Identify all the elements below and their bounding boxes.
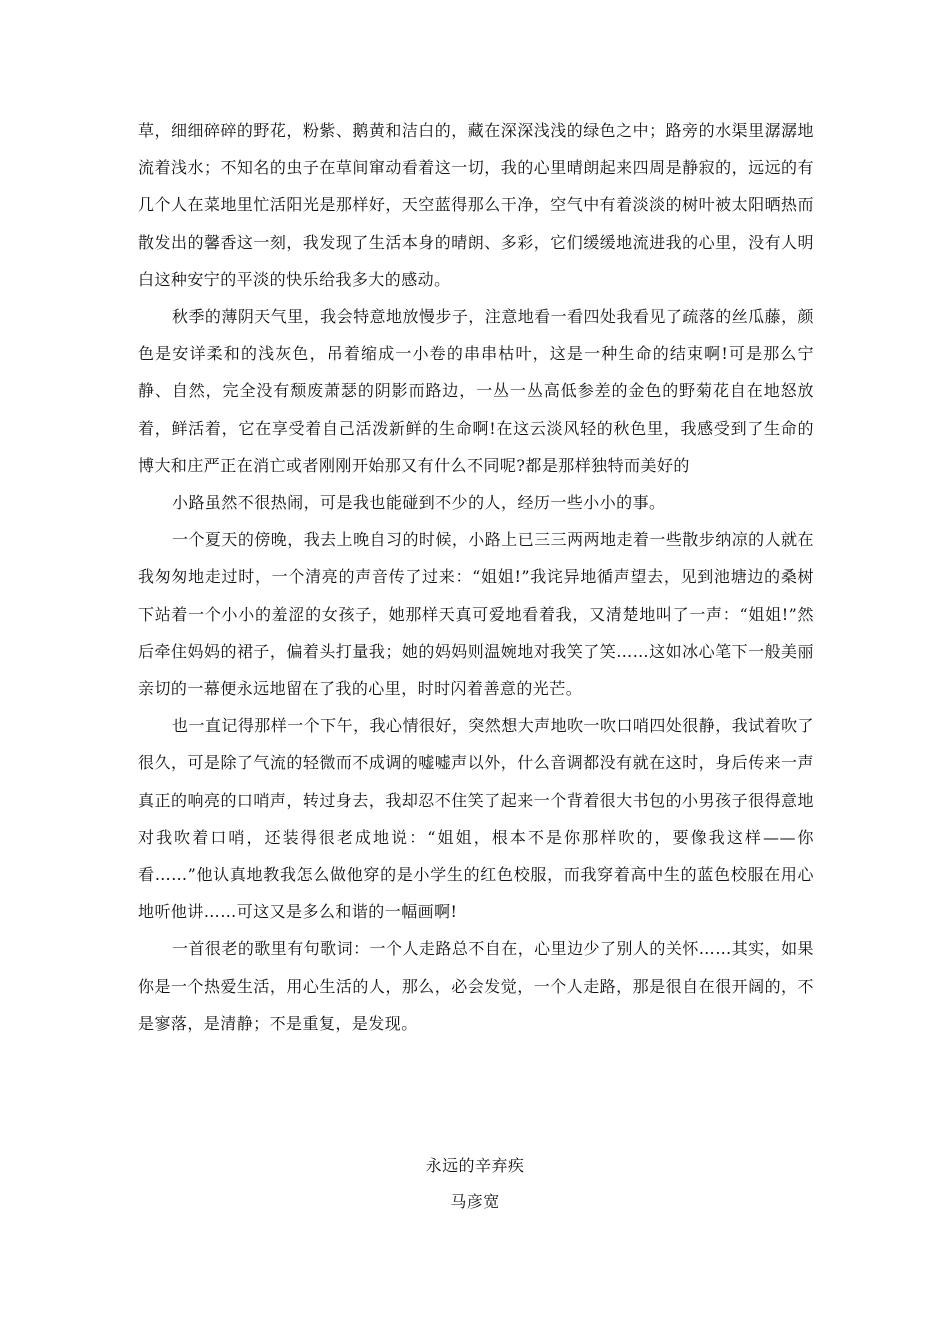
- paragraph: 也一直记得那样一个下午，我心情很好，突然想大声地吹一吹口哨四处很静，我试着吹了很久，可是除了气流的轻微而不成调的嘘嘘声以外，什么音调都没有就在这时，身后传来一声真正的响亮的口哨声，转过身去，我却忍不住笑了起来一个背着很大书包的小男孩子很得意地对我吹着口哨，还装得很老成地说：“姐姐，根本不是你那样吹的，要像我这样——你看……”他认真地教我怎么做他穿的是小学生的红色校服，而我穿着高中生的蓝色校服在用心地听他讲……可这又是多么和谐的一幅画啊!: [138, 716, 814, 922]
- paragraph: 一首很老的歌里有句歌词：一个人走路总不自在，心里边少了别人的关怀……其实，如果你是一个热爱生活，用心生活的人，那么，必会发觉，一个人走路，那是很自在很开阔的，不是寥落，是清静；不是重复，是发现。: [138, 939, 814, 1033]
- article-title: 永远的辛弃疾: [425, 1156, 525, 1175]
- paragraph: 秋季的薄阴天气里，我会特意地放慢步子，注意地看一看四处我看见了疏落的丝瓜藤，颜色是安详柔和的浅灰色，吊着缩成一小卷的串串枯叶，这是一种生命的结束啊!可是那么宁静、自然，完全没有颓废萧瑟的阴影而路边，一丛一丛高低参差的金色的野菊花自在地怒放着，鲜活着，它在享受着自己活泼新鲜的生命啊!在这云淡风轻的秋色里，我感受到了生命的博大和庄严正在消亡或者刚刚开始那又有什么不同呢?都是那样独特而美好的: [138, 307, 814, 475]
- paragraph: 小路虽然不很热闹，可是我也能碰到不少的人，经历一些小小的事。: [172, 493, 666, 513]
- article-author: 马彦宽: [450, 1192, 500, 1211]
- paragraph: 草，细细碎碎的野花，粉紫、鹅黄和洁白的，藏在深深浅浅的绿色之中；路旁的水渠里潺潺地流着浅水；不知名的虫子在草间窜动看着这一切，我的心里晴朗起来四周是静寂的，远远的有几个人在菜地里忙活阳光是那样好，天空蓝得那么干净，空气中有着淡淡的树叶被太阳晒热而散发出的馨香这一刻，我发现了生活本身的晴朗、多彩，它们缓缓地流进我的心里，没有人明白这种安宁的平淡的快乐给我多大的感动。: [138, 121, 814, 289]
- document-body: [138, 112, 814, 1042]
- paragraph: 一个夏天的傍晚，我去上晚自习的时候，小路上已三三两两地走着一些散步纳凉的人就在我匆匆地走过时，一个清亮的声音传了过来：“姐姐!”我诧异地循声望去，见到池塘边的桑树下站着一个小小的羞涩的女孩子，她那样天真可爱地看着我，又清楚地叫了一声：“姐姐!”然后牵住妈妈的裙子，偏着头打量我；她的妈妈则温婉地对我笑了笑……这如冰心笔下一般美丽亲切的一幕便永远地留在了我的心里，时时闪着善意的光芒。: [138, 530, 814, 699]
